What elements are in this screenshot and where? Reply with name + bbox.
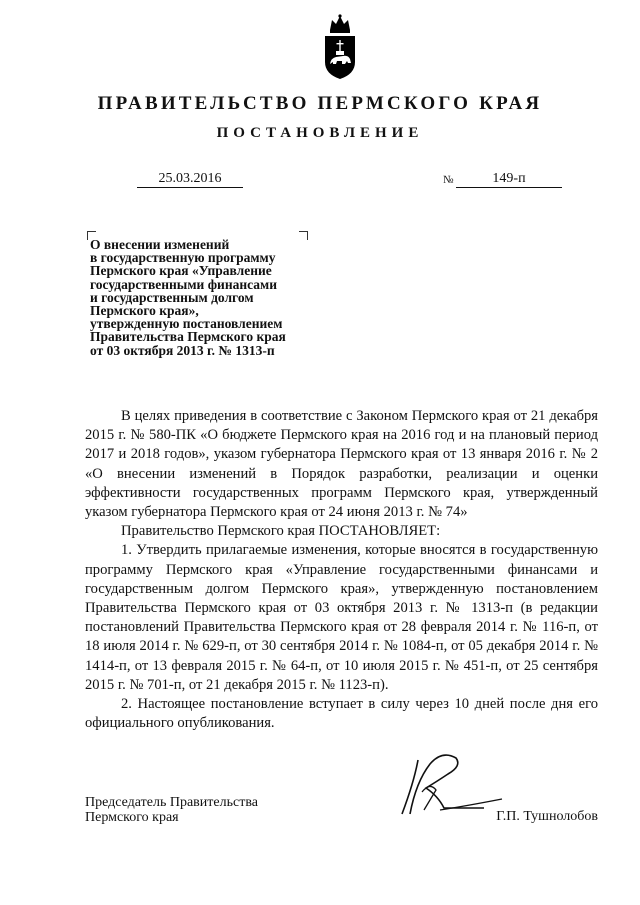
clause-1-paragraph: 1. Утвердить прилагаемые изменения, которые вносятся в государственную программу Пермского края «Управление государственными финансами и государственным долгом Пермского края», утвержденную постановлением Правительства Пермского края от 03 октября 2013 г. № 1313-п (в редакции постановлений Правительства Пермского края от 28 февраля 2014 г. № 116-п, от 18 июля 2014 г. № 629-п, от 30 сентября 2014 г. № 1084-п, от 05 декабря 2014 г. № 1414-п, от 13 февраля 2015 г. № 64-п, от 10 июля 2015 г. № 451-п, от 25 сентября 2015 г. № 701-п, от 21 декабря 2015 г. № 1123-п).	[85, 542, 598, 693]
signer-position	[85, 795, 258, 825]
subject-line: Правительства Пермского края	[90, 329, 286, 345]
decree-date: 25.03.2016	[137, 171, 243, 188]
decree-number: 149-п	[456, 171, 562, 188]
government-title: ПРАВИТЕЛЬСТВО ПЕРМСКОГО КРАЯ	[97, 93, 543, 114]
subject-line: государственными финансами	[90, 276, 278, 292]
subject-line: Пермского края»,	[90, 303, 199, 319]
subject-line: О внесении изменений	[90, 237, 230, 252]
clause-2-paragraph: 2. Настоящее постановление вступает в силу через 10 дней после дня его официального опубликования.	[85, 696, 598, 732]
signer-position-line: Председатель Правительства	[85, 795, 258, 810]
document-type: ПОСТАНОВЛЕНИЕ	[216, 125, 424, 141]
signer-position-line: Пермского края	[85, 810, 179, 825]
decree-body	[85, 407, 598, 733]
decree-subject	[90, 238, 315, 357]
resolution-statement: Правительство Пермского края ПОСТАНОВЛЯЕТ:	[121, 523, 441, 540]
subject-line: в государственную программу	[90, 250, 276, 266]
signer-name: Г.П. Тушнолобов	[496, 809, 598, 824]
decree-number-label: №	[443, 174, 454, 186]
preamble-paragraph: В целях приведения в соответствие с Законом Пермского края от 21 декабря 2015 г. № 580-ПК «О бюджете Пермского края на 2016 год и на плановый период 2017 и 2018 годов», указом губернатора Пермского края от 13 января 2016 г. № 2 «О внесении изменений в Порядок разработки, реализации и оценки эффективности государственных программ Пермского края, утвержденный указом губернатора Пермского края от 24 июня 2013 г. № 74»	[85, 408, 598, 521]
subject-line: Пермского края «Управление	[90, 263, 272, 279]
subject-line: утвержденную постановлением	[90, 316, 283, 332]
subject-line: от 03 октября 2013 г. № 1313-п	[90, 342, 275, 358]
subject-line: и государственным долгом	[90, 289, 254, 305]
coat-of-arms-icon	[321, 14, 359, 80]
